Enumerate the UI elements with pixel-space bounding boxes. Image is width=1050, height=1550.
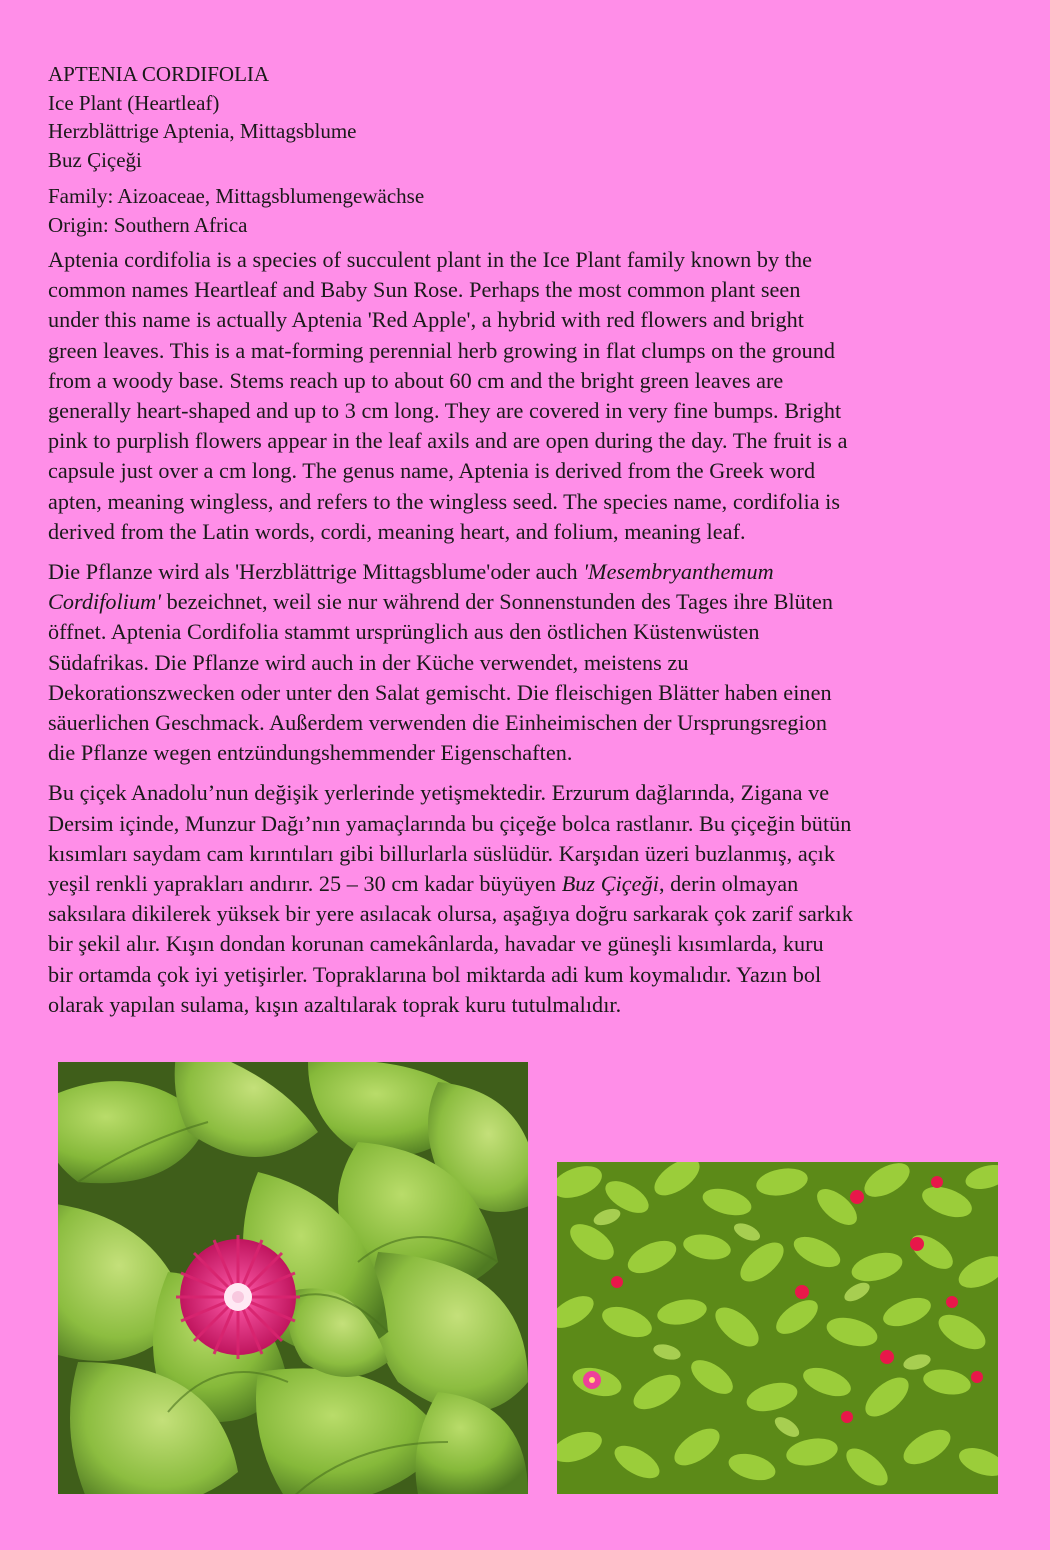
paragraph-line bbox=[48, 587, 1008, 617]
turkish-paragraph bbox=[48, 778, 1008, 1020]
italic-term: Cordifolium' bbox=[48, 589, 162, 615]
text-run: yeşil renkli yaprakları andırır. 25 – 30 cm kadar büyüyen bbox=[48, 871, 562, 897]
paragraph-line: from a woody base. Stems reach up to about 60 cm and the bright green leaves are bbox=[48, 367, 784, 393]
paragraph-line: Aptenia cordifolia is a species of succulent plant in the Ice Plant family known by the bbox=[48, 247, 813, 272]
italic-term: 'Mesembryanthemum bbox=[583, 559, 774, 585]
paragraph-line: saksılara dikilerek yüksek bir yere asılacak olursa, aşağıya doğru sarkarak çok zarif sarkık bbox=[48, 901, 853, 927]
groundcover-photo bbox=[557, 1162, 998, 1494]
latin-name: APTENIA CORDIFOLIA bbox=[48, 62, 270, 86]
english-paragraph bbox=[48, 245, 1008, 547]
paragraph-line: Bu çiçek Anadolu’nun değişik yerlerinde yetişmektedir. Erzurum dağlarında, Zigana ve bbox=[48, 780, 830, 806]
paragraph-line: common names Heartleaf and Baby Sun Rose. Perhaps the most common plant seen bbox=[48, 277, 801, 303]
paragraph-line: die Pflanze wegen entzündungshemmender Eigenschaften. bbox=[48, 740, 573, 766]
paragraph-line: bir şekil alır. Kışın dondan korunan camekânlarda, havadar ve güneşli kısımlarda, kuru bbox=[48, 931, 824, 957]
german-paragraph bbox=[48, 557, 1008, 768]
paragraph-line: derived from the Latin words, cordi, meaning heart, and folium, meaning leaf. bbox=[48, 518, 746, 544]
paragraph-line: kısımları saydam cam kırıntıları gibi billurlarla süslüdür. Karşıdan üzeri buzlanmış, açık bbox=[48, 840, 836, 866]
turkish-name: Buz Çiçeği bbox=[48, 147, 142, 172]
paragraph-line bbox=[48, 557, 1008, 587]
paragraph-line: capsule just over a cm long. The genus name, Aptenia is derived from the Greek word bbox=[48, 458, 816, 484]
paragraph-line: säuerlichen Geschmack. Außerdem verwenden die Einheimischen der Ursprungsregion bbox=[48, 710, 828, 736]
english-name: Ice Plant (Heartleaf) bbox=[48, 90, 220, 115]
paragraph-line: bir ortamda çok iyi yetişirler. Topraklarına bol miktarda adi kum koymalıdır. Yazın bol bbox=[48, 961, 822, 987]
paragraph-line bbox=[48, 869, 1008, 899]
closeup-flower-illustration bbox=[58, 1062, 528, 1494]
paragraph-line: Dersim içinde, Munzur Dağı’nın yamaçlarında bu çiçeğe bolca rastlanır. Bu çiçeğin bütün bbox=[48, 810, 852, 836]
paragraph-line: green leaves. This is a mat-forming perennial herb growing in flat clumps on the ground bbox=[48, 337, 836, 363]
family-line: Family: Aizoaceae, Mittagsblumengewächse bbox=[48, 184, 425, 208]
text-run: Die Pflanze wird als 'Herzblättrige Mittagsblume'oder auch bbox=[48, 559, 584, 585]
plant-names bbox=[48, 60, 1008, 174]
groundcover-illustration bbox=[557, 1162, 998, 1494]
plant-meta bbox=[48, 182, 1008, 239]
paragraph-line: under this name is actually Aptenia 'Red Apple', a hybrid with red flowers and bright bbox=[48, 307, 804, 333]
text-run: bezeichnet, weil sie nur während der Sonnenstunden des Tages ihre Blüten bbox=[161, 589, 834, 615]
paragraph-line: olarak yapılan sulama, kışın azaltılarak toprak kuru tutulmalıdır. bbox=[48, 991, 622, 1017]
text-run: , derin olmayan bbox=[658, 871, 799, 897]
paragraph-line: apten, meaning wingless, and refers to the wingless seed. The species name, cordifolia is bbox=[48, 488, 841, 514]
italic-term: Buz Çiçeği bbox=[561, 871, 659, 897]
paragraph-line: generally heart-shaped and up to 3 cm long. They are covered in very fine bumps. Bright bbox=[48, 398, 842, 424]
paragraph-line: pink to purplish flowers appear in the leaf axils and are open during the day. The fruit is a bbox=[48, 428, 848, 454]
origin-line: Origin: Southern Africa bbox=[48, 212, 248, 237]
german-name: Herzblättrige Aptenia, Mittagsblume bbox=[48, 119, 357, 143]
closeup-flower-photo bbox=[58, 1062, 528, 1494]
document-page bbox=[48, 60, 1008, 1020]
paragraph-line: Südafrikas. Die Pflanze wird auch in der Küche verwendet, meistens zu bbox=[48, 649, 689, 675]
paragraph-line: Dekorationszwecken oder unter den Salat gemischt. Die fleischigen Blätter haben einen bbox=[48, 679, 832, 705]
paragraph-line: öffnet. Aptenia Cordifolia stammt ursprünglich aus den östlichen Küstenwüsten bbox=[48, 619, 760, 645]
